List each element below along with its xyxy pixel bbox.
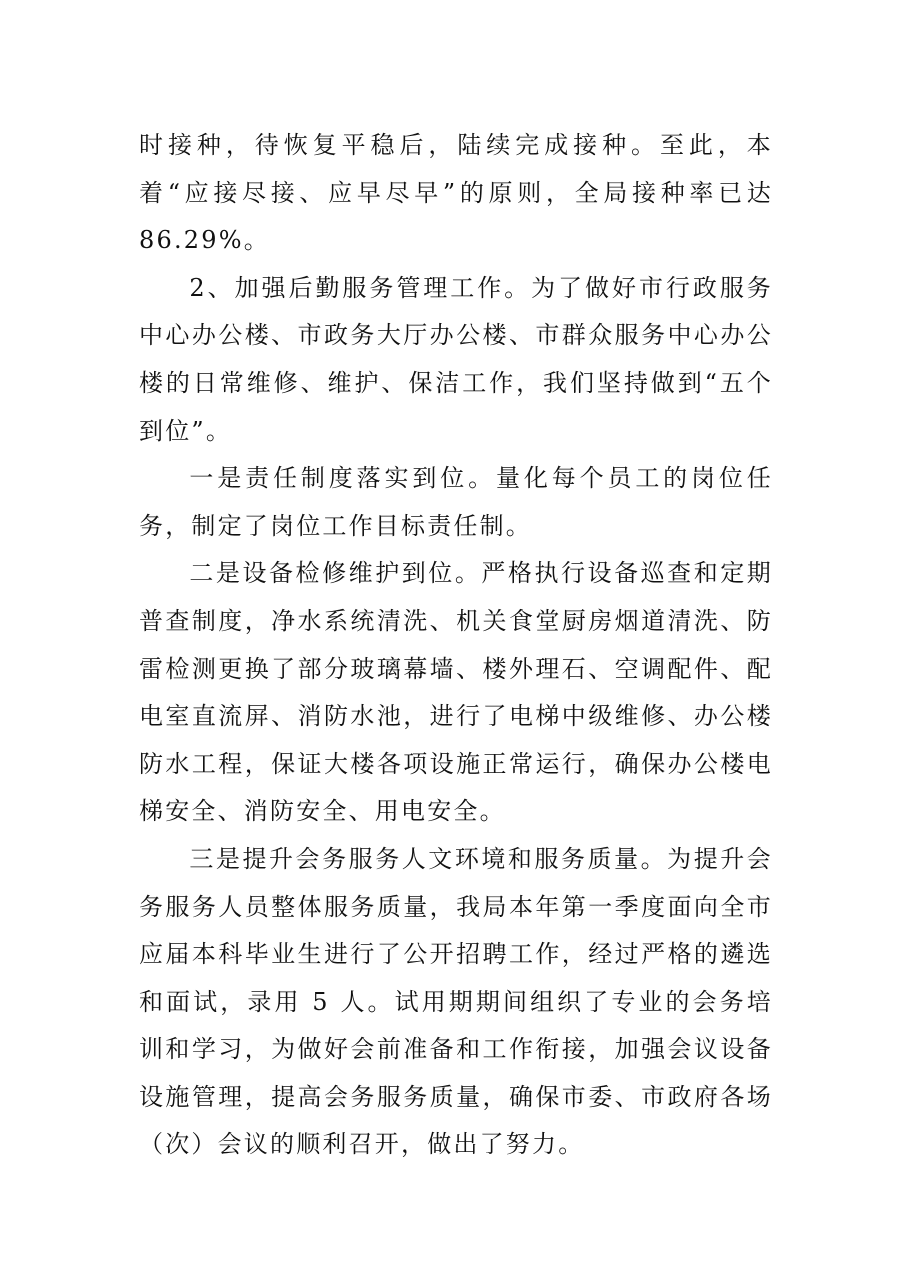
paragraph-continuation: 时接种，待恢复平稳后，陆续完成接种。至此，本着“应接尽接、应早尽早”的原则，全局接种率已达 86.29%。 [139,131,773,255]
paragraph-logistics-service: 2、加强后勤服务管理工作。为了做好市行政服务中心办公楼、市政务大厅办公楼、市群众服务中心办公楼的日常维修、维护、保洁工作，我们坚持做到“五个到位”。 [139,273,773,445]
paragraph-conference-service: 三是提升会务服务人文环境和服务质量。为提升会务服务人员整体服务质量，我局本年第一季度面向全市应届本科毕业生进行了公开招聘工作，经过严格的遴选和面试，录用 5 人。试用期期间组织了专业的会务培训和学习，为做好会前准备和工作衔接，加强会议设备设施管理，提高会务服务质量，确保市委、市政府各场（次）会议的顺利召开，做出了努力。 [139,844,773,1159]
paragraph-equipment-maintenance: 二是设备检修维护到位。严格执行设备巡查和定期普查制度，净水系统清洗、机关食堂厨房烟道清洗、防雷检测更换了部分玻璃幕墙、楼外理石、空调配件、配电室直流屏、消防水池，进行了电梯中级维修、办公楼防水工程，保证大楼各项设施正常运行，确保办公楼电梯安全、消防安全、用电安全。 [139,559,773,826]
document-body [139,122,773,1169]
paragraph-responsibility-system: 一是责任制度落实到位。量化每个员工的岗位任务，制定了岗位工作目标责任制。 [139,464,773,540]
